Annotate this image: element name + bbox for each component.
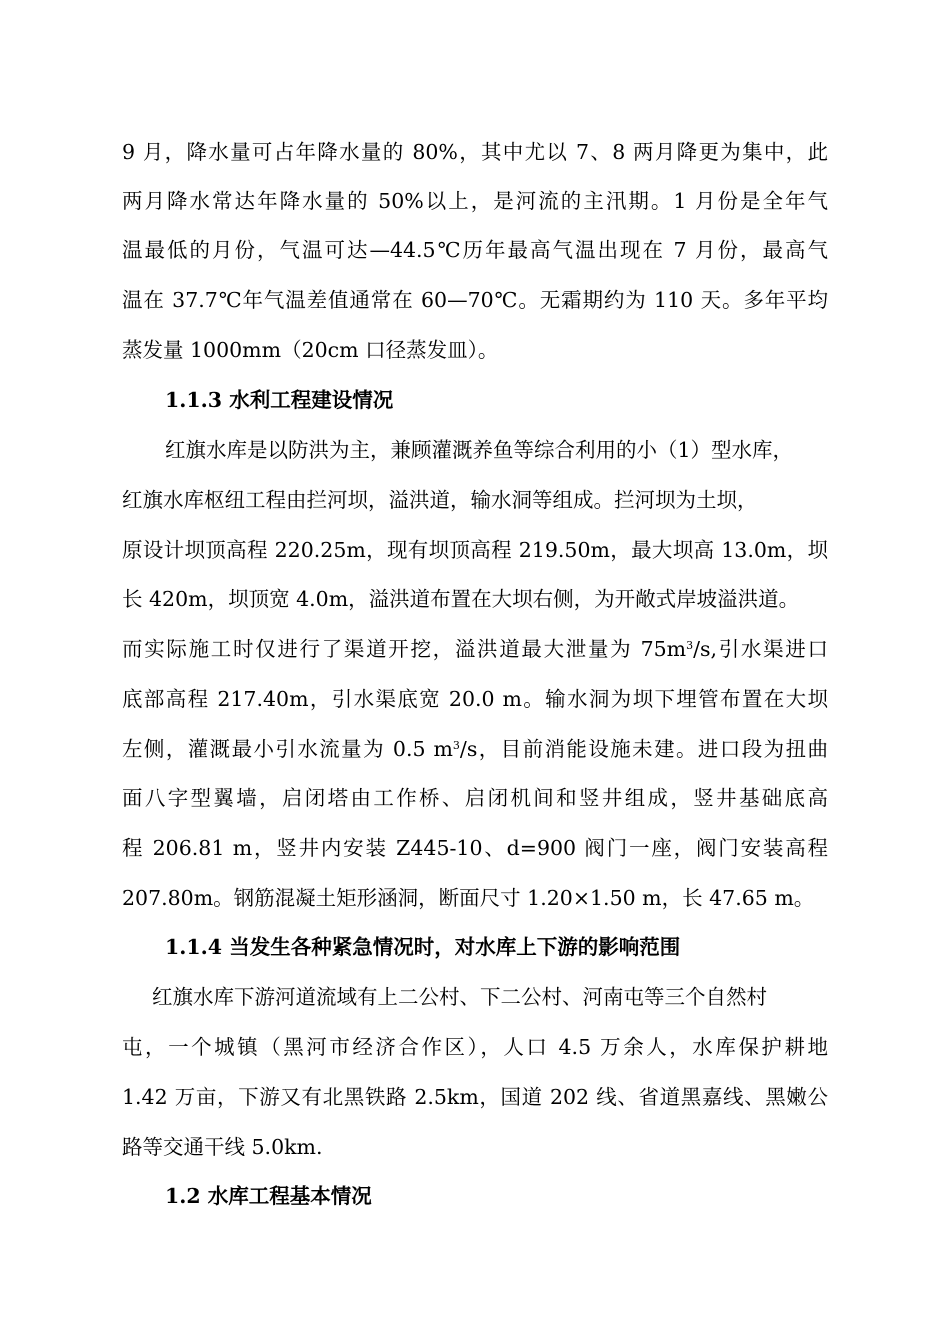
text-line: 底部高程 217.40m，引水渠底宽 20.0 m。输水洞为坝下埋管布置在大坝 <box>122 687 828 711</box>
text-segment: 左侧，灌溉最小引水流量为 0.5 m <box>122 737 453 761</box>
text-segment: /s，目前消能设施未建。进口段为扭曲 <box>459 737 828 761</box>
section-heading: 1.2 水库工程基本情况 <box>165 1184 372 1208</box>
text-line <box>122 736 828 762</box>
superscript: 3 <box>452 739 460 752</box>
section-heading: 1.1.4 当发生各种紧急情况时，对水库上下游的影响范围 <box>165 935 681 959</box>
text-line: 红旗水库下游河道流域有上二公村、下二公村、河南屯等三个自然村 <box>152 985 767 1009</box>
text-line: 207.80m。钢筋混凝土矩形涵洞，断面尺寸 1.20×1.50 m，长 47.65 m。 <box>122 886 815 910</box>
section-heading: 1.1.3 水利工程建设情况 <box>165 388 394 412</box>
text-line: 9 月，降水量可占年降水量的 80%，其中尤以 7、8 两月降更为集中，此 <box>122 140 828 164</box>
text-line: 红旗水库是以防洪为主，兼顾灌溉养鱼等综合利用的小（1）型水库， <box>165 438 794 462</box>
text-line: 蒸发量 1000mm（20cm 口径蒸发皿）。 <box>122 338 499 362</box>
text-line: 温在 37.7℃年气温差值通常在 60—70℃。无霜期约为 110 天。多年平均 <box>122 288 828 312</box>
text-segment: /s,引水渠进口 <box>693 637 828 661</box>
text-line: 面八字型翼墙，启闭塔由工作桥、启闭机间和竖井组成，竖井基础底高 <box>122 786 828 810</box>
text-line <box>122 636 828 662</box>
text-line: 两月降水常达年降水量的 50%以上，是河流的主汛期。1 月份是全年气 <box>122 189 828 213</box>
text-line: 程 206.81 m，竖井内安装 Z445-10、d=900 阀门一座，阀门安装高程 <box>122 836 828 860</box>
superscript: 3 <box>686 639 694 652</box>
text-line: 红旗水库枢纽工程由拦河坝，溢洪道，输水洞等组成。拦河坝为土坝， <box>122 488 758 512</box>
text-line: 原设计坝顶高程 220.25m，现有坝顶高程 219.50m，最大坝高 13.0m，坝 <box>122 538 828 562</box>
text-line: 路等交通干线 5.0km. <box>122 1135 323 1159</box>
text-line: 屯，一个城镇（黑河市经济合作区），人口 4.5 万余人，水库保护耕地 <box>122 1035 828 1059</box>
text-line: 温最低的月份，气温可达—44.5℃历年最高气温出现在 7 月份，最高气 <box>122 238 828 262</box>
text-line: 1.42 万亩，下游又有北黑铁路 2.5km，国道 202 线、省道黑嘉线、黑嫩公 <box>122 1085 828 1109</box>
text-segment: 而实际施工时仅进行了渠道开挖，溢洪道最大泄量为 75m <box>122 637 687 661</box>
text-line: 长 420m，坝顶宽 4.0m，溢洪道布置在大坝右侧，为开敞式岸坡溢洪道。 <box>122 587 800 611</box>
